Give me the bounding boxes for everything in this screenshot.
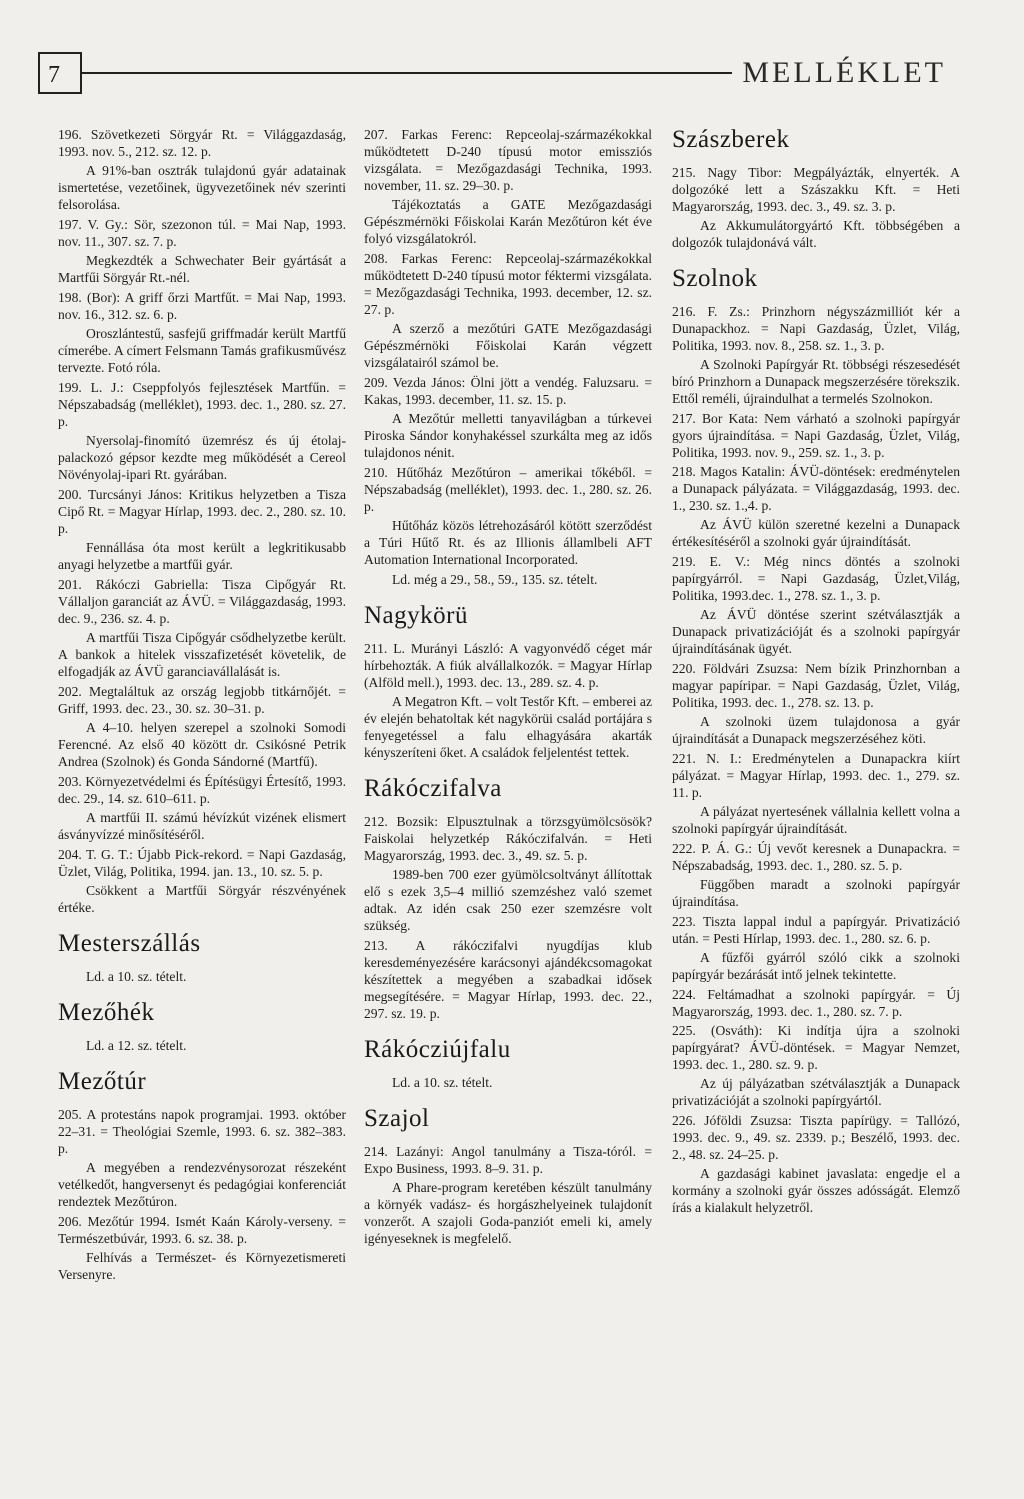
entry-202: 202. Megtaláltuk az ország legjobb titkárnőjét. = Griff, 1993. dec. 23., 30. sz. 30–31. p. bbox=[58, 684, 346, 716]
heading-nagykoru: Nagykörü bbox=[364, 602, 468, 629]
annotation-208: A szerző a mezőtúri GATE Mezőgazdasági Gépészmérnöki Főiskolai Karán végzett vizsgálatairól számol be. bbox=[364, 321, 652, 370]
heading-mezohek: Mezőhék bbox=[58, 999, 155, 1026]
entry-198: 198. (Bor): A griff őrzi Martfűt. = Mai Nap, 1993. nov. 16., 312. sz. 6. p. bbox=[58, 290, 346, 322]
annotation-197: Megkezdték a Schwechater Beir gyártását a Martfűi Sörgyár Rt.-nél. bbox=[58, 253, 346, 285]
entry-205: 205. A protestáns napok programjai. 1993. október 22–31. = Theológiai Szemle, 1993. 6. sz. 382–383. p. bbox=[58, 1107, 346, 1156]
annotation-212: 1989-ben 700 ezer gyümölcsoltványt állítottak elő s ezek 3,5–4 millió szemzéshez való szemet adtak. Az idén csak 250 ezer szemzésre volt szükség. bbox=[364, 867, 652, 933]
entry-223: 223. Tiszta lappal indul a papírgyár. Privatizáció után. = Pesti Hírlap, 1993. dec. 1., 280. sz. 6. p. bbox=[672, 914, 960, 946]
annotation-216: A Szolnoki Papírgyár Rt. többségi részesedését bíró Prinzhorn a Dunapack megszerzésére törekszik. Ettől reméli, újraindulhat a termelés Szolnokon. bbox=[672, 357, 960, 406]
annotation-209: A Mezőtúr melletti tanyavilágban a túrkevei Piroska Sándor konyhakéssel szurkálta meg az idős tulajdonos nénit. bbox=[364, 411, 652, 460]
annotation-226: A gazdasági kabinet javaslata: engedje el a kormány a szolnoki gyár összes adósságát. Elemző írás a kialakult helyzetről. bbox=[672, 1166, 960, 1215]
heading-mesterszallas: Mesterszállás bbox=[58, 930, 201, 957]
entry-199: 199. L. J.: Cseppfolyós fejlesztések Martfűn. = Népszabadság (melléklet), 1993. dec. 1., 280. sz. 27. p. bbox=[58, 380, 346, 429]
annotation-201: A martfűi Tisza Cipőgyár csődhelyzetbe került. A bankok a hitelek visszafizetését követelik, de elfogadják az ÁVÜ garanciavállalását is. bbox=[58, 630, 346, 679]
entries-rakoczifalva bbox=[364, 813, 652, 1022]
column-3 bbox=[672, 126, 960, 1219]
entry-196: 196. Szövetkezeti Sörgyár Rt. = Világgazdaság, 1993. nov. 5., 212. sz. 12. p. bbox=[58, 127, 346, 159]
annotation-202: A 4–10. helyen szerepel a szolnoki Somodi Ferencné. Az első 40 között dr. Csikósné Petrik Andrea (Szolnok) és Gonda Sándorné (Martfű). bbox=[58, 720, 346, 769]
entry-222: 222. P. Á. G.: Új vevőt keresnek a Dunapackra. = Népszabadság, 1993. dec. 1., 280. sz. 5. p. bbox=[672, 841, 960, 873]
entry-217: 217. Bor Kata: Nem várható a szolnoki papírgyár gyors újraindítása. = Napi Gazdaság, Üzlet, Világ, Politika, 1993. nov. 9., 259. sz. 1., 3. p. bbox=[672, 411, 960, 460]
heading-szaszberek: Szászberek bbox=[672, 126, 790, 153]
annotation-206: Felhívás a Természet- és Környezetismereti Versenyre. bbox=[58, 1250, 346, 1282]
annotation-196: A 91%-ban osztrák tulajdonú gyár adatainak ismertetése, vezetőinek, ügyvezetőinek név szerinti felsorolása. bbox=[58, 163, 346, 212]
entry-214: 214. Lazányi: Angol tanulmány a Tisza-tóról. = Expo Business, 1993. 8–9. 31. p. bbox=[364, 1144, 652, 1176]
annotation-199: Nyersolaj-finomító üzemrész és új étolaj-palackozó gépsor kezdte meg működését a Cereol Növényolaj-ipari Rt. gyárában. bbox=[58, 433, 346, 482]
entry-216: 216. F. Zs.: Prinzhorn négyszázmilliót kér a Dunapackhoz. = Napi Gazdaság, Üzlet, Világ, Politika, 1993. nov. 8., 258. sz. 1., 3. p. bbox=[672, 304, 960, 353]
entries-martfu bbox=[58, 126, 346, 916]
heading-rakocziujfalu: Rákócziújfalu bbox=[364, 1036, 511, 1063]
column-2 bbox=[364, 126, 652, 1250]
header-rule bbox=[82, 72, 732, 74]
page-header bbox=[0, 0, 1024, 110]
annotation-219: Az ÁVÜ döntése szerint szétválasztják a Dunapack privatizációját és a szolnoki papírgyár újraindításának ügyét. bbox=[672, 607, 960, 656]
heading-szolnok: Szolnok bbox=[672, 265, 758, 292]
entry-209: 209. Vezda János: Ölni jött a vendég. Faluzsaru. = Kakas, 1993. december, 11. sz. 15. p. bbox=[364, 375, 652, 407]
entry-204: 204. T. G. T.: Újabb Pick-rekord. = Napi Gazdaság, Üzlet, Világ, Politika, 1994. jan. 13., 10. sz. 5. p. bbox=[58, 847, 346, 879]
page-number: 7 bbox=[38, 52, 82, 94]
annotation-218: Az ÁVÜ külön szeretné kezelni a Dunapack értékesítéséről a szolnoki gyár újraindítását. bbox=[672, 517, 960, 549]
heading-szajol: Szajol bbox=[364, 1105, 430, 1132]
entries-mezotur-cont bbox=[364, 126, 652, 588]
entry-220: 220. Földvári Zsuzsa: Nem bízik Prinzhornban a magyar papíripar. = Napi Gazdaság, Üzlet, Világ, Politika, 1993. dec. 1., 278. sz. 13. p. bbox=[672, 661, 960, 710]
annotation-223: A fűzfői gyárról szóló cikk a szolnoki papírgyár bezárását intő jelnek tekintette. bbox=[672, 950, 960, 982]
entry-197: 197. V. Gy.: Sör, szezonon túl. = Mai Nap, 1993. nov. 11., 307. sz. 7. p. bbox=[58, 217, 346, 249]
entry-206: 206. Mezőtúr 1994. Ismét Kaán Károly-verseny. = Természetbúvár, 1993. 6. sz. 38. p. bbox=[58, 1214, 346, 1246]
annotation-204: Csökkent a Martfűi Sörgyár részvényének értéke. bbox=[58, 883, 346, 915]
entry-208: 208. Farkas Ferenc: Repceolaj-származékokkal működtetett D-240 típusú motor féktermi vizsgálata. = Mezőgazdasági Technika, 1993. december, 12. sz. 27. p. bbox=[364, 251, 652, 317]
entries-szolnok bbox=[672, 303, 960, 1216]
annotation-200: Fennállása óta most került a legkritikusabb anyagi helyzetbe a martfűi gyár. bbox=[58, 540, 346, 572]
annotation-207: Tájékoztatás a GATE Mezőgazdasági Gépészmérnöki Főiskolai Karán Mezőtúron két éve folyó vizsgálatokról. bbox=[364, 197, 652, 246]
annotation-214: A Phare-program keretében készült tanulmány a környék vadász- és horgászhelyeinek tulajdonít vonzerőt. A szajoli Goda-panziót emeli ki, amely igényeseknek is megfelelő. bbox=[364, 1180, 652, 1246]
entry-213: 213. A rákóczifalvi nyugdíjas klub keresdeményezésére karácsonyi ajándékcsomagokat készítettek a megyében a szabadkai idősek megsegítésére. = Magyar Hírlap, 1993. dec. 22., 297. sz. 19. p. bbox=[364, 938, 652, 1021]
entry-219: 219. E. V.: Még nincs döntés a szolnoki papírgyárról. = Napi Gazdaság, Üzlet,Világ, Politika, 1993.dec. 1., 278. sz. 1., 3. p. bbox=[672, 554, 960, 603]
entries-mezotur bbox=[58, 1106, 346, 1283]
entry-211: 211. L. Murányi László: A vagyonvédő céget már hírbehozták. A fiúk alvállalkozók. = Magyar Hírlap (Alföld mell.), 1993. dec. 13., 289. sz. 4. p. bbox=[364, 641, 652, 690]
entries-szaszberek bbox=[672, 164, 960, 251]
entry-201: 201. Rákóczi Gabriella: Tisza Cipőgyár Rt. Vállaljon garanciát az ÁVÜ. = Világgazdaság, 1993. dec. 9., 236. sz. 4. p. bbox=[58, 577, 346, 626]
annotation-205: A megyében a rendezvénysorozat részeként vetélkedőt, hangversenyt és pedagógiai konferenciát rendeztek Mezőtúron. bbox=[58, 1160, 346, 1209]
entry-218: 218. Magos Katalin: ÁVÜ-döntések: eredménytelen a Dunapack pályázata. = Világgazdaság, 1993. dec. 1., 230. sz. 1.,4. p. bbox=[672, 464, 960, 513]
entries-nagykoru bbox=[364, 640, 652, 761]
see-also-mezotur: Ld. még a 29., 58., 59., 135. sz. tételt. bbox=[392, 572, 598, 587]
entry-226: 226. Jóföldi Zsuzsa: Tiszta papírügy. = Tallózó, 1993. dec. 9., 49. sz. 2339. p.; Beszélő, 1993. dec. 2., 48. sz. 24–25. p. bbox=[672, 1113, 960, 1162]
entry-203: 203. Környezetvédelmi és Építésügyi Értesítő, 1993. dec. 29., 14. sz. 610–611. p. bbox=[58, 774, 346, 806]
heading-rakoczifalva: Rákóczifalva bbox=[364, 775, 502, 802]
annotation-225: Az új pályázatban szétválasztják a Dunapack privatizációját a szolnoki papírgyártól. bbox=[672, 1076, 960, 1108]
entry-210: 210. Hűtőház Mezőtúron – amerikai tőkéből. = Népszabadság (melléklet), 1993. dec. 1., 280. sz. 26. p. bbox=[364, 465, 652, 514]
ref-mezohek: Ld. a 12. sz. tételt. bbox=[86, 1038, 187, 1053]
entry-200: 200. Turcsányi János: Kritikus helyzetben a Tisza Cipő Rt. = Magyar Hírlap, 1993. dec. 2., 280. sz. 10. p. bbox=[58, 487, 346, 536]
annotation-215: Az Akkumulátorgyártó Kft. többségében a dolgozók tulajdonává vált. bbox=[672, 218, 960, 250]
entries-szajol bbox=[364, 1143, 652, 1247]
entry-207: 207. Farkas Ferenc: Repceolaj-származékokkal működtetett D-240 típusú motor emissziós vizsgálata. = Mezőgazdasági Technika, 1993. november, 11. sz. 29–30. p. bbox=[364, 127, 652, 193]
heading-mezotur: Mezőtúr bbox=[58, 1068, 147, 1095]
entry-212: 212. Bozsik: Elpusztulnak a törzsgyümölcsösök? Faiskolai helyzetkép Rákóczifalván. = Heti Magyarország, 1993. dec. 3., 49. sz. 5. p. bbox=[364, 814, 652, 863]
entry-215: 215. Nagy Tibor: Megpályázták, elnyerték. A dolgozóké lett a Szászakku Kft. = Heti Magyarország, 1993. dec. 3., 49. sz. 3. p. bbox=[672, 165, 960, 214]
annotation-210: Hűtőház közös létrehozásáról kötött szerződést a Túri Hűtő Rt. és az Illionis államlbeli AFT Automation International Incorporated. bbox=[364, 518, 652, 567]
annotation-203: A martfűi II. számú hévízkút vizének elismert ásványvízzé minősítéséről. bbox=[58, 810, 346, 842]
annotation-211: A Megatron Kft. – volt Testőr Kft. – emberei az év elején behatoltak két nagykörüi család portájára s fenyegetéssel a falu elhagyására akarták kényszeríteni őket. A családok feljelentést tettek. bbox=[364, 694, 652, 760]
ref-mesterszallas: Ld. a 10. sz. tételt. bbox=[86, 969, 187, 984]
annotation-222: Függőben maradt a szolnoki papírgyár újraindítása. bbox=[672, 877, 960, 909]
annotation-198: Oroszlántestű, sasfejű griffmadár került Martfű címerébe. A címert Felsmann Tamás grafikusművész tervezte. Fotó róla. bbox=[58, 326, 346, 375]
entry-225: 225. (Osváth): Ki indítja újra a szolnoki papírgyárat? ÁVÜ-döntések. = Magyar Nemzet, 1993. dec. 1., 280. sz. 9. p. bbox=[672, 1023, 960, 1072]
column-1 bbox=[58, 126, 346, 1286]
section-title: MELLÉKLET bbox=[742, 56, 946, 89]
ref-rakocziujfalu: Ld. a 10. sz. tételt. bbox=[392, 1075, 493, 1090]
entry-221: 221. N. I.: Eredménytelen a Dunapackra kiírt pályázat. = Magyar Hírlap, 1993. dec. 1., 279. sz. 11. p. bbox=[672, 751, 960, 800]
annotation-221: A pályázat nyertesének vállalnia kellett volna a szolnoki papírgyár újraindítását. bbox=[672, 804, 960, 836]
annotation-220: A szolnoki üzem tulajdonosa a gyár újraindítását a Dunapack megszerzéséhez köti. bbox=[672, 714, 960, 746]
entry-224: 224. Feltámadhat a szolnoki papírgyár. = Új Magyarország, 1993. dec. 1., 280. sz. 7. p. bbox=[672, 987, 960, 1019]
